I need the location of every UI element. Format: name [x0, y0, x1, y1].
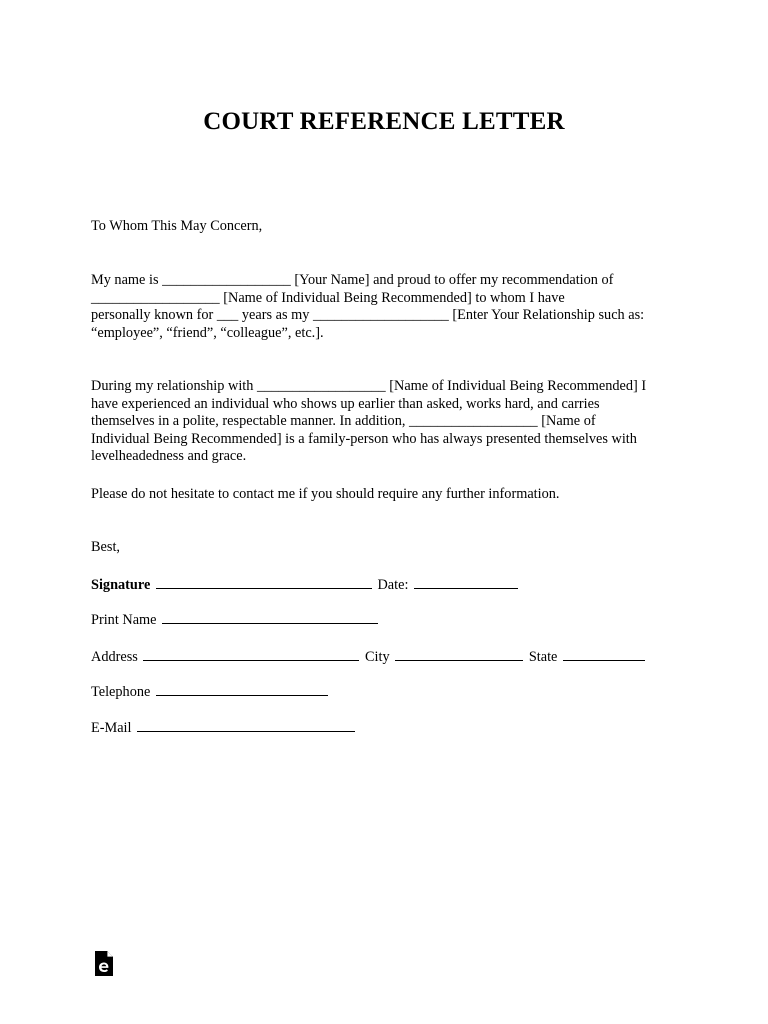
eforms-logo-icon — [93, 950, 115, 978]
paragraph-line: themselves in a polite, respectable manner. In addition, __________________ [Name of — [91, 413, 596, 430]
state-label: State — [528, 649, 558, 665]
address-label: Address — [91, 649, 138, 665]
paragraph-line: During my relationship with __________________ [Name of Individual Being Recommended] I — [91, 378, 647, 394]
address-row — [91, 647, 647, 666]
print-name-label: Print Name — [91, 612, 157, 628]
address-field[interactable] — [143, 647, 359, 661]
email-label: E-Mail — [91, 720, 132, 736]
city-label: City — [365, 649, 390, 665]
paragraph-line: Individual Being Recommended] is a family-person who has always presented themselves with — [91, 430, 637, 447]
document-title: COURT REFERENCE LETTER — [203, 108, 565, 135]
signature-field[interactable] — [156, 575, 372, 589]
paragraph-relationship — [91, 378, 681, 466]
print-name-field[interactable] — [162, 610, 378, 624]
city-field[interactable] — [395, 647, 523, 661]
paragraph-line: My name is __________________ [Your Name] and proud to offer my recommendation of — [91, 272, 614, 288]
date-field[interactable] — [414, 575, 518, 589]
paragraph-line: “employee”, “friend”, “colleague”, etc.]. — [91, 324, 324, 341]
paragraph-line: __________________ [Name of Individual Being Recommended] to whom I have — [91, 289, 565, 306]
signature-row — [91, 575, 520, 594]
salutation: To Whom This May Concern, — [91, 218, 263, 234]
date-label: Date: — [377, 577, 409, 593]
paragraph-line: have experienced an individual who shows up earlier than asked, works hard, and carries — [91, 395, 600, 412]
paragraph-introduction — [91, 272, 681, 342]
email-row — [91, 718, 357, 737]
telephone-field[interactable] — [156, 682, 328, 696]
email-field[interactable] — [137, 718, 355, 732]
print-name-row — [91, 610, 380, 629]
paragraph-contact: Please do not hesitate to contact me if you should require any further information. — [91, 486, 560, 502]
paragraph-line: personally known for ___ years as my ___________________ [Enter Your Relationship such as: — [91, 307, 645, 324]
paragraph-line: levelheadedness and grace. — [91, 448, 247, 465]
state-field[interactable] — [563, 647, 645, 661]
telephone-row — [91, 682, 330, 701]
signature-label: Signature — [91, 577, 151, 593]
telephone-label: Telephone — [91, 684, 151, 700]
closing: Best, — [91, 539, 120, 555]
